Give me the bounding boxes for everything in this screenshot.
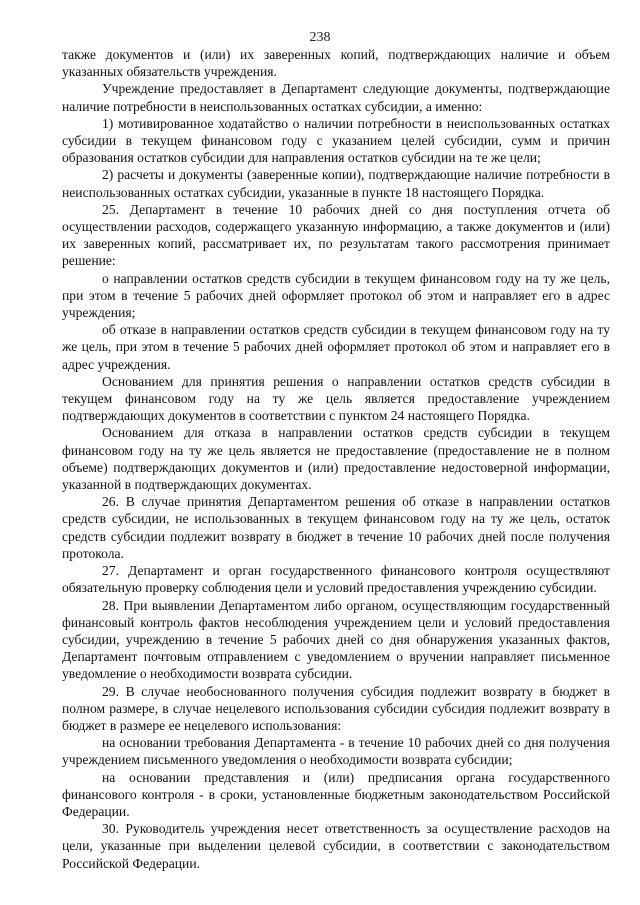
paragraph-clause-29: 29. В случае необоснованного получения субсидия подлежит возврату в бюджет в полном размере, в случае нецелевого использования субсидии субсидия подлежит возврату в бюджет в размере ее нецелевого использования: [62,683,610,733]
paragraph-decision-approve: о направлении остатков средств субсидии в текущем финансовом году на ту же цель, при этом в течение 5 рабочих дней оформляет протокол об этом и направляет его в адрес учреждения; [62,270,610,321]
paragraph-clause-30: 30. Руководитель учреждения несет ответственность за осуществление расходов на цели, указанные при выделении целевой субсидии, в соответствии с законодательством Российской Федерации. [62,821,610,871]
paragraph-clause-26: 26. В случае принятия Департаментом решения об отказе в направлении остатков средств субсидии, не использованных в текущем финансовом году на ту же цель, остаток средств субсидии подлежит возврату в бюджет в течение 10 рабочих дней после получения протокола. [62,494,610,561]
paragraph-clause-28: 28. При выявлении Департаментом либо органом, осуществляющим государственный финансовый контроль фактов несоблюдения учреждением цели и условий предоставления субсидии, учреждению в течение 5 рабочих дней со дня обнаружения указанных фактов, Департамент почтовым отправлением с уведомлением о вручении направляет письменное уведомление о необходимости возврата субсидии. [62,597,610,682]
paragraph-item-1: 1) мотивированное ходатайство о наличии потребности в неиспользованных остатках субсидии в текущем финансовом году с указанием целей субсидии, сумм и причин образования остатков субсидии для направления остатков субсидии на те же цели; [62,115,610,166]
paragraph-clause-25: 25. Департамент в течение 10 рабочих дней со дня поступления отчета об осуществлении расходов, содержащего указанную информацию, а также документов и (или) их заверенных копий, рассматривает их, по результатам такого рассмотрения принимает решение: [62,201,610,269]
paragraph-decision-refuse: об отказе в направлении остатков средств субсидии в текущем финансовом году на ту же цель, при этом в течение 5 рабочих дней оформляет протокол об этом и направляет его в адрес учреждения. [62,322,610,372]
paragraph-refuse-basis: Основанием для отказа в направлении остатков средств субсидии в текущем финансовом году на ту же цель является не предоставление (предоставление не в полном объеме) подтверждающих документов и (или) предоставление недостоверной информации, указанной в подтверждающих документах. [62,425,610,493]
paragraph-clause-29-requirement: на основании требования Департамента - в течение 10 рабочих дней со дня получения учреждением письменного уведомления о необходимости возврата субсидии; [62,735,610,768]
paragraph-documents-intro: Учреждение предоставляет в Департамент следующие документы, подтверждающие наличие потребности в неиспользованных остатках субсидии, а именно: [62,81,610,114]
document-body [62,46,610,872]
paragraph-approve-basis: Основанием для принятия решения о направлении остатков средств субсидии в текущем финансовом году на ту же цель является предоставление учреждением подтверждающих документов в соответствии с пунктом 24 настоящего Порядка. [62,373,610,424]
page-number: 238 [309,30,331,45]
paragraph-item-2: 2) расчеты и документы (заверенные копии), подтверждающие наличие потребности в неиспользованных остатках субсидии, указанные в пункте 18 настоящего Порядка. [62,167,610,200]
paragraph-clause-27: 27. Департамент и орган государственного финансового контроля осуществляют обязательную проверку соблюдения цели и условий предоставления учреждению субсидии. [62,563,610,596]
paragraph-continuation: также документов и (или) их заверенных копий, подтверждающих наличие и объем указанных обязательств учреждения. [62,47,610,80]
paragraph-clause-29-prescription: на основании представления и (или) предписания органа государственного финансового контроля - в сроки, установленные бюджетным законодательством Российской Федерации. [62,769,610,819]
